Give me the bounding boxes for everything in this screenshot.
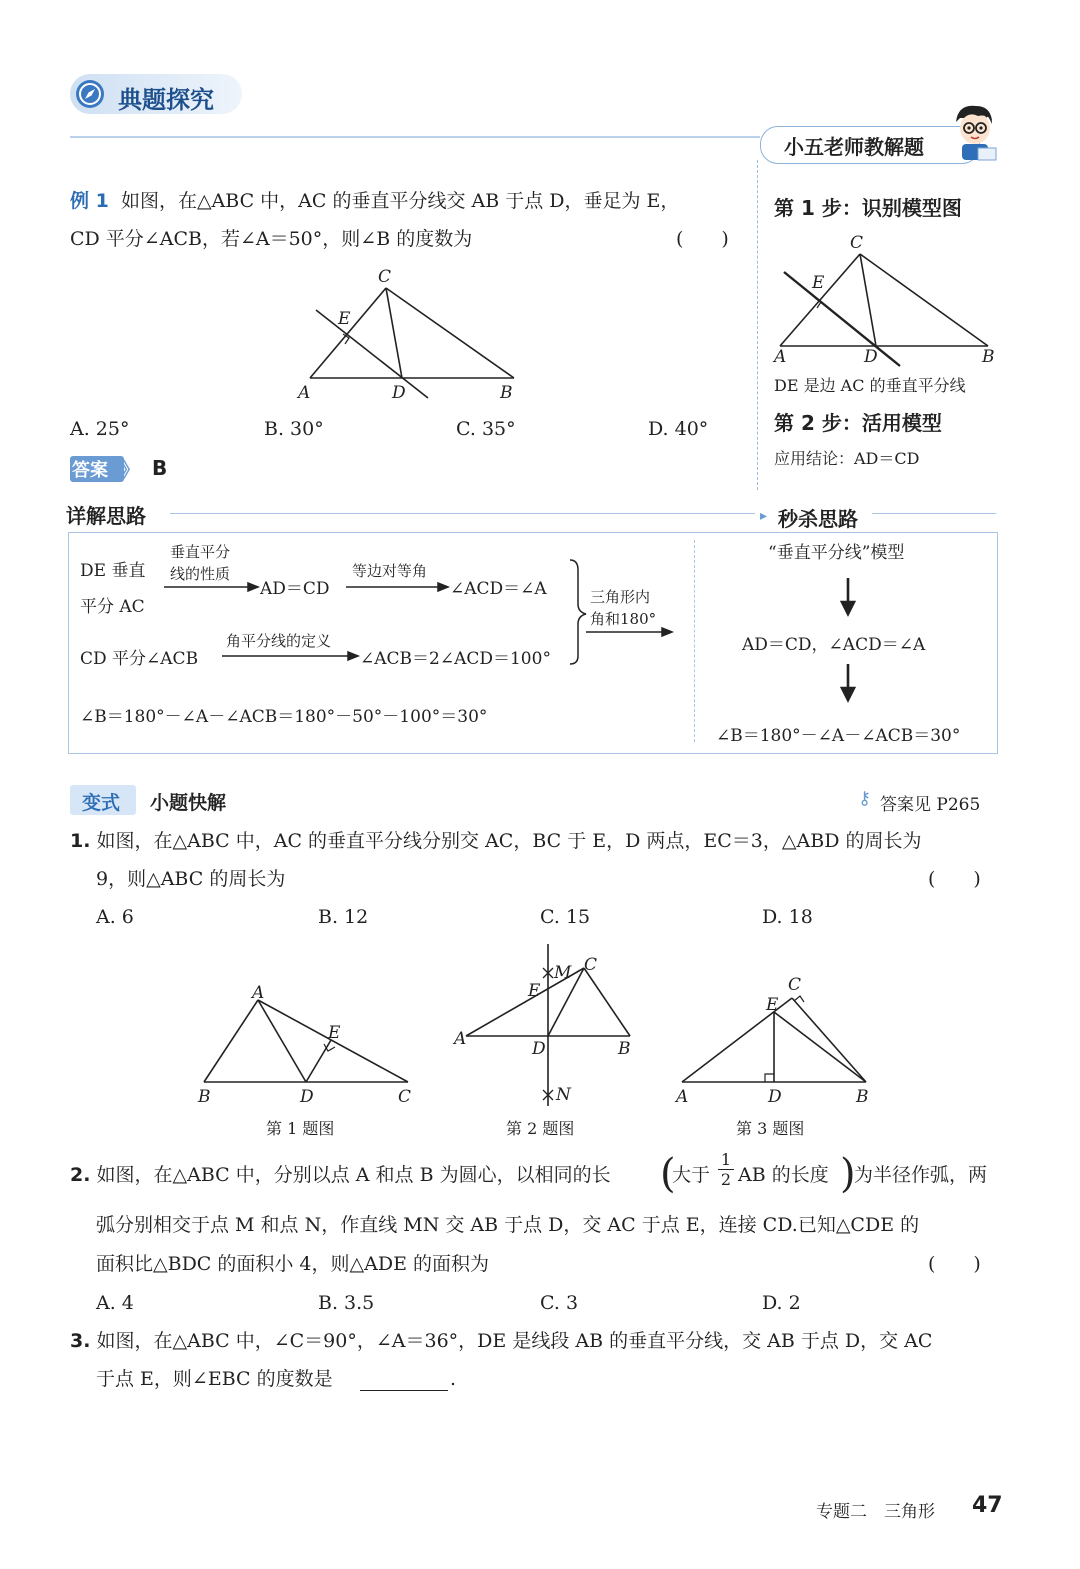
f3-label-E: E — [766, 995, 779, 1015]
example-text-1: 如图，在△ABC 中，AC 的垂直平分线交 AB 于点 D，垂足为 E， — [120, 190, 680, 212]
quick-step2: ∠B＝180°－∠A－∠ACB＝30° — [716, 726, 961, 746]
fig-label-A: A — [298, 383, 311, 402]
side-label-D: D — [864, 347, 878, 367]
q2-frac-num: 1 — [720, 1150, 732, 1169]
variant-title: 小题快解 — [150, 792, 227, 814]
side-figure — [770, 230, 1000, 370]
f3-label-A: A — [676, 1087, 689, 1107]
q2-paren-left: ( — [660, 1151, 676, 1197]
option-a: A. 25° — [70, 418, 130, 440]
detail-r2-end: ∠ACB＝2∠ACD＝100° — [360, 649, 551, 669]
q3-text-1: 如图，在△ABC 中，∠C＝90°，∠A＝36°，DE 是线段 AB 的垂直平分线，交 AB 于点 D，交 AC — [96, 1330, 933, 1352]
detail-r1-start-a: DE 垂直 — [80, 561, 146, 581]
teacher-avatar — [948, 100, 1000, 162]
quick-rule — [872, 513, 996, 514]
q2-number: 2. — [70, 1164, 91, 1186]
q1-option-c: C. 15 — [540, 906, 591, 928]
q2-option-d: D. 2 — [762, 1292, 801, 1314]
figure-1 — [190, 976, 430, 1108]
header-rule — [70, 136, 760, 138]
q2-fraction — [718, 1150, 734, 1189]
example-answer-paren: ( ) — [676, 228, 729, 250]
fig-label-D: D — [392, 383, 406, 402]
answer-arrows: 》 — [120, 458, 140, 482]
fig-label-E: E — [338, 309, 351, 329]
f3-label-D: D — [768, 1087, 782, 1107]
q1-number: 1. — [70, 830, 91, 852]
example-line-1 — [70, 182, 679, 220]
figure-3-caption: 第 3 题图 — [736, 1119, 805, 1138]
answer-reference: 答案见 P265 — [880, 795, 981, 815]
f1-label-C: C — [398, 1087, 412, 1107]
q1-option-d: D. 18 — [762, 906, 813, 928]
q2-paren-in-a: 大于 — [672, 1164, 711, 1186]
f1-label-B: B — [198, 1087, 211, 1107]
option-c: C. 35° — [456, 418, 516, 440]
q2-paren-right: ) — [840, 1151, 856, 1197]
detail-r2-arrow-label: 角平分线的定义 — [226, 632, 332, 650]
f1-label-A: A — [252, 983, 265, 1003]
side-step1: 第 1 步：识别模型图 — [774, 196, 962, 220]
quick-heading: 秒杀思路 — [778, 507, 858, 531]
q2-paren-in-b: AB 的长度 — [738, 1164, 829, 1186]
q1-text-2: 9，则△ABC 的周长为 — [96, 868, 286, 890]
detail-heading: 详解思路 — [66, 504, 146, 528]
figure-2-caption: 第 2 题图 — [506, 1119, 575, 1138]
detail-r1-end: ∠ACD＝∠A — [450, 579, 547, 599]
q1-text-1: 如图，在△ABC 中，AC 的垂直平分线分别交 AC，BC 于 E，D 两点，EC＝3，△ABD 的周长为 — [96, 830, 922, 852]
detail-brace-top: 三角形内 — [590, 588, 651, 606]
side-step2-note: 应用结论：AD＝CD — [774, 449, 920, 468]
side-step2: 第 2 步：活用模型 — [774, 411, 942, 435]
f1-label-D: D — [300, 1087, 314, 1107]
q1-paren: ( ) — [928, 868, 981, 890]
variant-tag-label: 变式 — [82, 792, 121, 814]
detail-r1-start-b: 平分 AC — [80, 597, 145, 617]
q1-option-a: A. 6 — [96, 906, 134, 928]
f2-label-A: A — [454, 1029, 467, 1049]
f2-label-C: C — [584, 955, 598, 975]
detail-arrow2-label: 等边对等角 — [352, 562, 428, 580]
side-label-E: E — [812, 273, 825, 293]
q2-text-1b: 为半径作弧，两 — [854, 1164, 988, 1186]
section-title: 典题探究 — [118, 86, 214, 114]
detail-conclusion: ∠B＝180°－∠A－∠ACB＝180°－50°－100°＝30° — [80, 707, 488, 727]
f2-label-D: D — [532, 1039, 546, 1059]
f3-label-B: B — [856, 1087, 869, 1107]
f2-label-N: N — [556, 1085, 571, 1105]
fig-label-B: B — [500, 383, 513, 402]
f2-label-M: M — [554, 963, 572, 983]
detail-arrow1-bottom: 线的性质 — [170, 565, 231, 583]
q3-line-1 — [70, 1322, 932, 1360]
quick-marker-icon: ▸ — [760, 508, 768, 524]
detail-r2-start: CD 平分∠ACB — [80, 649, 199, 669]
figure-1-caption: 第 1 题图 — [266, 1119, 335, 1138]
example-figure — [290, 262, 530, 402]
detail-divider — [694, 540, 695, 742]
q2-option-c: C. 3 — [540, 1292, 579, 1314]
q2-text-3: 面积比△BDC 的面积小 4，则△ADE 的面积为 — [96, 1253, 489, 1275]
example-label: 例 1 — [70, 190, 109, 212]
q1-option-b: B. 12 — [318, 906, 369, 928]
compass-icon — [74, 78, 106, 110]
f2-label-E: E — [528, 981, 541, 1001]
q3-number: 3. — [70, 1330, 91, 1352]
option-b: B. 30° — [264, 418, 324, 440]
figure-2 — [450, 944, 650, 1110]
figure-3 — [670, 970, 880, 1110]
q2-line-1a — [70, 1156, 611, 1194]
fig-label-C: C — [378, 267, 392, 287]
detail-brace-bottom: 角和180° — [590, 610, 657, 628]
q2-option-a: A. 4 — [96, 1292, 134, 1314]
side-divider — [757, 160, 758, 490]
f1-label-E: E — [328, 1023, 341, 1043]
page-number: 47 — [972, 1493, 1003, 1518]
q2-option-b: B. 3.5 — [318, 1292, 375, 1314]
detail-r1-mid: AD＝CD — [260, 579, 330, 599]
answer-value: B — [152, 456, 168, 480]
quick-model: “垂直平分线”模型 — [768, 543, 905, 563]
quick-step1: AD＝CD，∠ACD＝∠A — [742, 635, 926, 655]
q2-paren: ( ) — [928, 1253, 981, 1275]
q3-text-2: 于点 E，则∠EBC 的度数是 — [96, 1368, 333, 1390]
f3-label-C: C — [788, 975, 802, 995]
q3-period: . — [450, 1368, 457, 1390]
detail-rule — [170, 513, 755, 514]
f2-label-B: B — [618, 1039, 631, 1059]
detail-arrow1-top: 垂直平分 — [170, 543, 231, 561]
example-text-2: CD 平分∠ACB，若∠A＝50°，则∠B 的度数为 — [70, 228, 473, 250]
footer-section: 专题二 三角形 — [816, 1502, 935, 1522]
q2-frac-den: 2 — [718, 1169, 734, 1189]
side-label-A: A — [774, 347, 787, 367]
side-step1-note: DE 是边 AC 的垂直平分线 — [774, 376, 966, 395]
answer-tag-label: 答案 — [72, 460, 108, 481]
side-label-B: B — [982, 347, 995, 367]
key-icon: ⚷ — [858, 788, 872, 809]
side-tab-label: 小五老师教解题 — [784, 135, 924, 159]
q1-line-1 — [70, 822, 921, 860]
option-d: D. 40° — [648, 418, 709, 440]
q2-text-1a: 如图，在△ABC 中，分别以点 A 和点 B 为圆心，以相同的长 — [96, 1164, 611, 1186]
q2-text-2: 弧分别相交于点 M 和点 N，作直线 MN 交 AB 于点 D，交 AC 于点 E，连接 CD.已知△CDE 的 — [96, 1214, 920, 1236]
side-label-C: C — [850, 233, 864, 253]
q3-answer-blank[interactable] — [360, 1390, 448, 1391]
